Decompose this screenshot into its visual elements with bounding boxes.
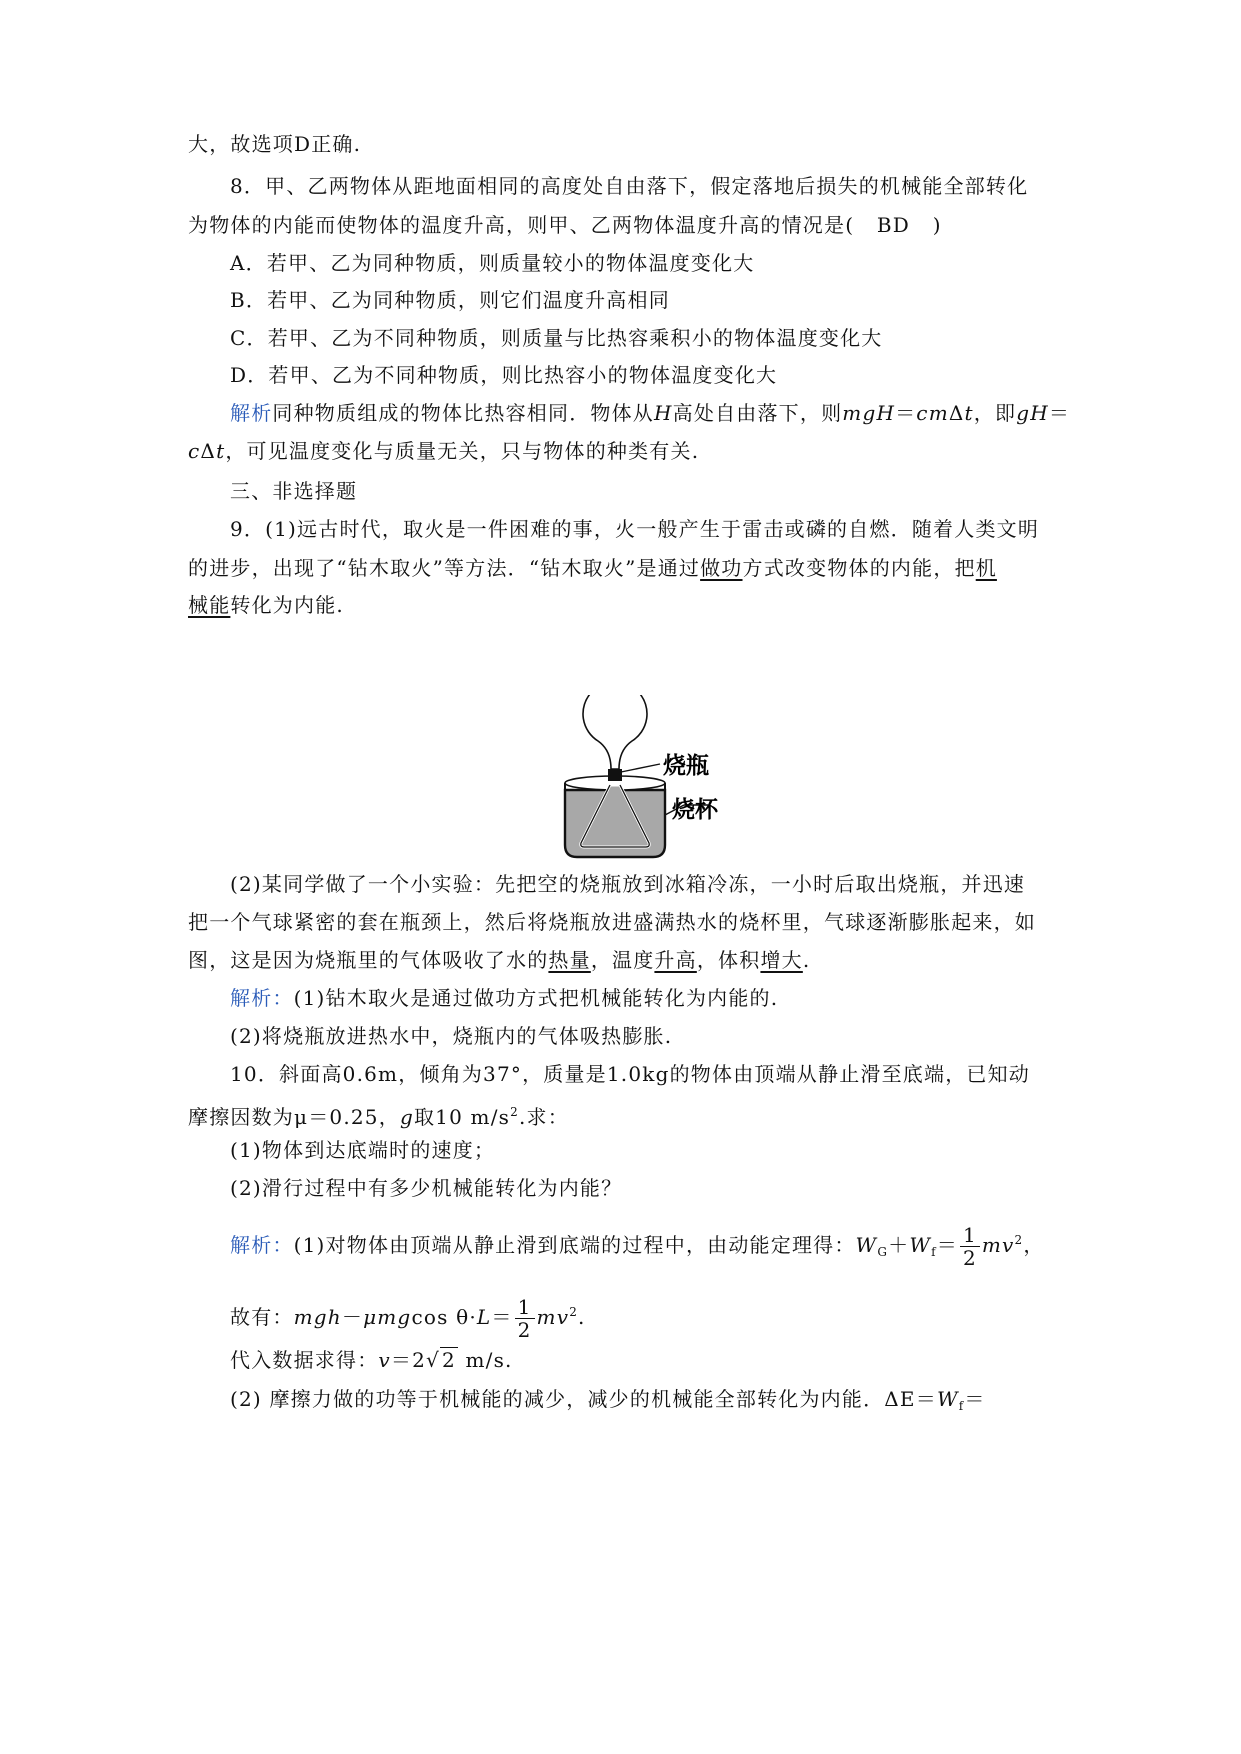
analysis-label: 解析: [230, 401, 273, 425]
text-line: 大，故选项D正确.: [188, 132, 362, 156]
option-b: B．若甲、乙为同种物质，则它们温度升高相同: [230, 288, 670, 312]
analysis-8: 解析同种物质组成的物体比热容相同．物体从H高处自由落下，则mgH＝cmΔt，即gH＝: [230, 401, 1071, 425]
question-9: 9．(1)远古时代，取火是一件困难的事，火一般产生于雷击或磷的自燃．随着人类文明: [230, 517, 1040, 541]
analysis-label: 解析：: [230, 1233, 294, 1257]
answer: BD: [876, 213, 911, 237]
label-beaker: 烧杯: [672, 797, 718, 823]
analysis-9: 解析：(1)钻木取火是通过做功方式把机械能转化为内能的.: [230, 986, 779, 1010]
text-line: 的进步，出现了“钻木取火”等方法．“钻木取火”是通过做功方式改变物体的内能，把机: [188, 556, 997, 580]
analysis-10: 解析：(1)对物体由顶端从静止滑到底端的过程中，由动能定理得：$W_G+W_f=$ $\frac{1}{2}$ $mv^2$，: [230, 1223, 1045, 1270]
text-line: cΔt，可见温度变化与质量无关，只与物体的种类有关.: [188, 439, 700, 463]
label-flask: 烧瓶: [663, 753, 709, 779]
flask-stopper: [608, 769, 622, 781]
question-10-2: (2)滑行过程中有多少机械能转化为内能？: [230, 1176, 623, 1200]
option-a: A．若甲、乙为同种物质，则质量较小的物体温度变化大: [230, 251, 755, 275]
text-line: 摩擦因数为μ＝0.25，g取10 $m/s^2$.求：: [188, 1105, 569, 1129]
question-10-1: (1)物体到达底端时的速度；: [230, 1138, 496, 1162]
label-line-flask: [621, 764, 660, 772]
section-heading: 三、非选择题: [230, 479, 358, 503]
flask-beaker-figure: [520, 695, 740, 870]
text-line: 把一个气球紧密的套在瓶颈上，然后将烧瓶放进盛满热水的烧杯里，气球逐渐膨胀起来，如: [188, 910, 1036, 934]
text-line: 故有：mgh－μmgcos θ·L＝ $\frac{1}{2}$ $mv^2$.: [230, 1295, 586, 1342]
option-d: D．若甲、乙为不同种物质，则比热容小的物体温度变化大: [230, 363, 778, 387]
text-line: 械能转化为内能.: [188, 593, 344, 617]
question-10: 10．斜面高0.6m，倾角为37°，质量是1.0kg的物体由顶端从静止滑至底端，已知动: [230, 1062, 1030, 1086]
question-9-2: (2)某同学做了一个小实验：先把空的烧瓶放到冰箱冷冻，一小时后取出烧瓶，并迅速: [230, 872, 1026, 896]
question-8: 8．甲、乙两物体从距地面相同的高度处自由落下，假定落地后损失的机械能全部转化: [230, 174, 1029, 198]
balloon: [583, 695, 647, 769]
analysis-label: 解析：: [230, 986, 294, 1010]
text-line: 为物体的内能而使物体的温度升高，则甲、乙两物体温度升高的情况是( BD ): [188, 213, 942, 237]
text-line: (2) 摩擦力做的功等于机械能的减少，减少的机械能全部转化为内能．$\Delta E=W_f=$: [230, 1387, 986, 1413]
fraction: $\frac{1}{2}$: [515, 1296, 535, 1341]
text-line: 图，这是因为烧瓶里的气体吸收了水的热量，温度升高，体积增大.: [188, 948, 811, 972]
text-line: (2)将烧瓶放进热水中，烧瓶内的气体吸热膨胀.: [230, 1024, 673, 1048]
text-line: 代入数据求得：v＝2√ 2 m/s.: [230, 1348, 513, 1372]
fraction: $\frac{1}{2}$: [960, 1224, 980, 1269]
option-c: C．若甲、乙为不同种物质，则质量与比热容乘积小的物体温度变化大: [230, 326, 883, 350]
